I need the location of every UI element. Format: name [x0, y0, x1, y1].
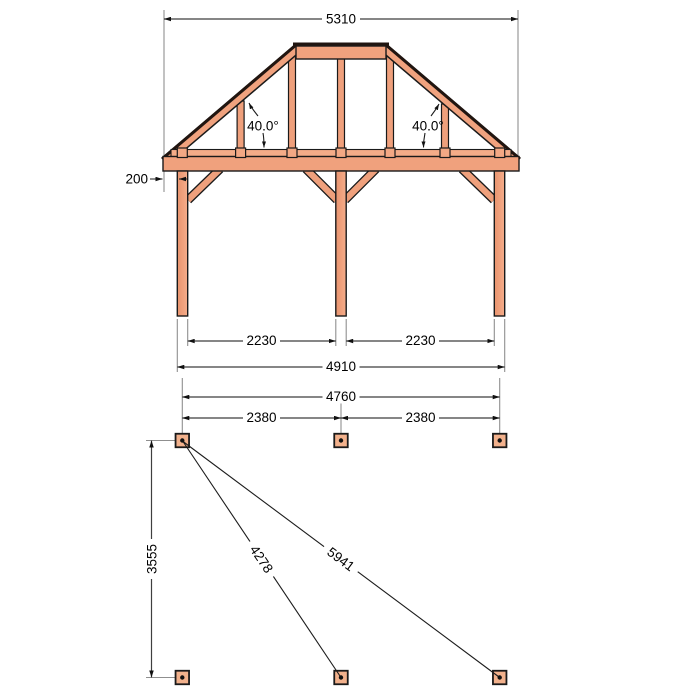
- connector-block: [385, 148, 395, 158]
- brace-left-post: [188, 169, 220, 200]
- connector-block: [287, 148, 297, 158]
- brace-middle-post-left: [306, 169, 337, 200]
- angle-label-right: 40.0°: [412, 118, 444, 134]
- posts: [177, 171, 504, 316]
- dim-label-5310: 5310: [325, 11, 357, 27]
- roof-board-left: [162, 45, 296, 159]
- truss-strut: [289, 55, 296, 156]
- brace-middle-post-right: [345, 169, 376, 200]
- post-right: [494, 171, 504, 316]
- dim-posts-overall: [177, 359, 504, 374]
- plan-view: [144, 378, 506, 684]
- post-middle: [336, 171, 346, 316]
- anchor-dot: [339, 438, 343, 442]
- dim-bay-left: [188, 333, 336, 348]
- dim-depth: [144, 441, 175, 678]
- dim-label-3555: 3555: [144, 543, 160, 575]
- connector-block: [440, 148, 450, 158]
- truss-king-post: [338, 55, 345, 156]
- angle-annotation-left: [247, 103, 279, 148]
- truss-strut: [387, 55, 394, 156]
- dim-center-left: [182, 410, 341, 425]
- anchor-dot: [180, 438, 184, 442]
- dim-label-4760: 4760: [325, 389, 357, 404]
- rafter-left: [165, 47, 299, 161]
- dim-center-right: [341, 410, 500, 425]
- dim-label-4278: 4278: [246, 542, 276, 576]
- brace-right-post: [462, 169, 494, 200]
- dim-centers-overall: [182, 389, 499, 404]
- connector-block: [336, 148, 346, 158]
- dim-label-2230-left: 2230: [246, 333, 277, 348]
- tie-beam: [163, 157, 519, 172]
- anchor-dot: [498, 675, 502, 679]
- dim-roof-width: [164, 12, 518, 27]
- dim-label-2380-right: 2380: [405, 410, 436, 425]
- elevation-view: [125, 10, 520, 374]
- roof-board-right: [386, 45, 520, 159]
- anchor-dot: [180, 675, 184, 679]
- elevation-bottom-dims: [177, 319, 504, 374]
- diagonal-to-middle: [183, 442, 341, 678]
- dim-label-2230-right: 2230: [405, 333, 436, 348]
- dim-bay-right: [346, 333, 494, 348]
- anchor-dot: [339, 675, 343, 679]
- dim-label-200: 200: [125, 171, 148, 187]
- dim-label-4910: 4910: [325, 359, 357, 374]
- dim-label-5941: 5941: [324, 544, 358, 575]
- post-left: [177, 171, 187, 316]
- angle-annotation-right: [412, 104, 444, 148]
- diagonal-to-far: [183, 442, 500, 678]
- dim-label-2380-left: 2380: [246, 410, 277, 425]
- connector-block: [495, 148, 505, 158]
- connector-block: [236, 148, 246, 158]
- ridge-beam: [296, 46, 386, 59]
- rafter-right: [383, 47, 517, 161]
- connector-block: [177, 148, 187, 158]
- angle-label-left: 40.0°: [247, 118, 279, 134]
- anchor-dot: [498, 438, 502, 442]
